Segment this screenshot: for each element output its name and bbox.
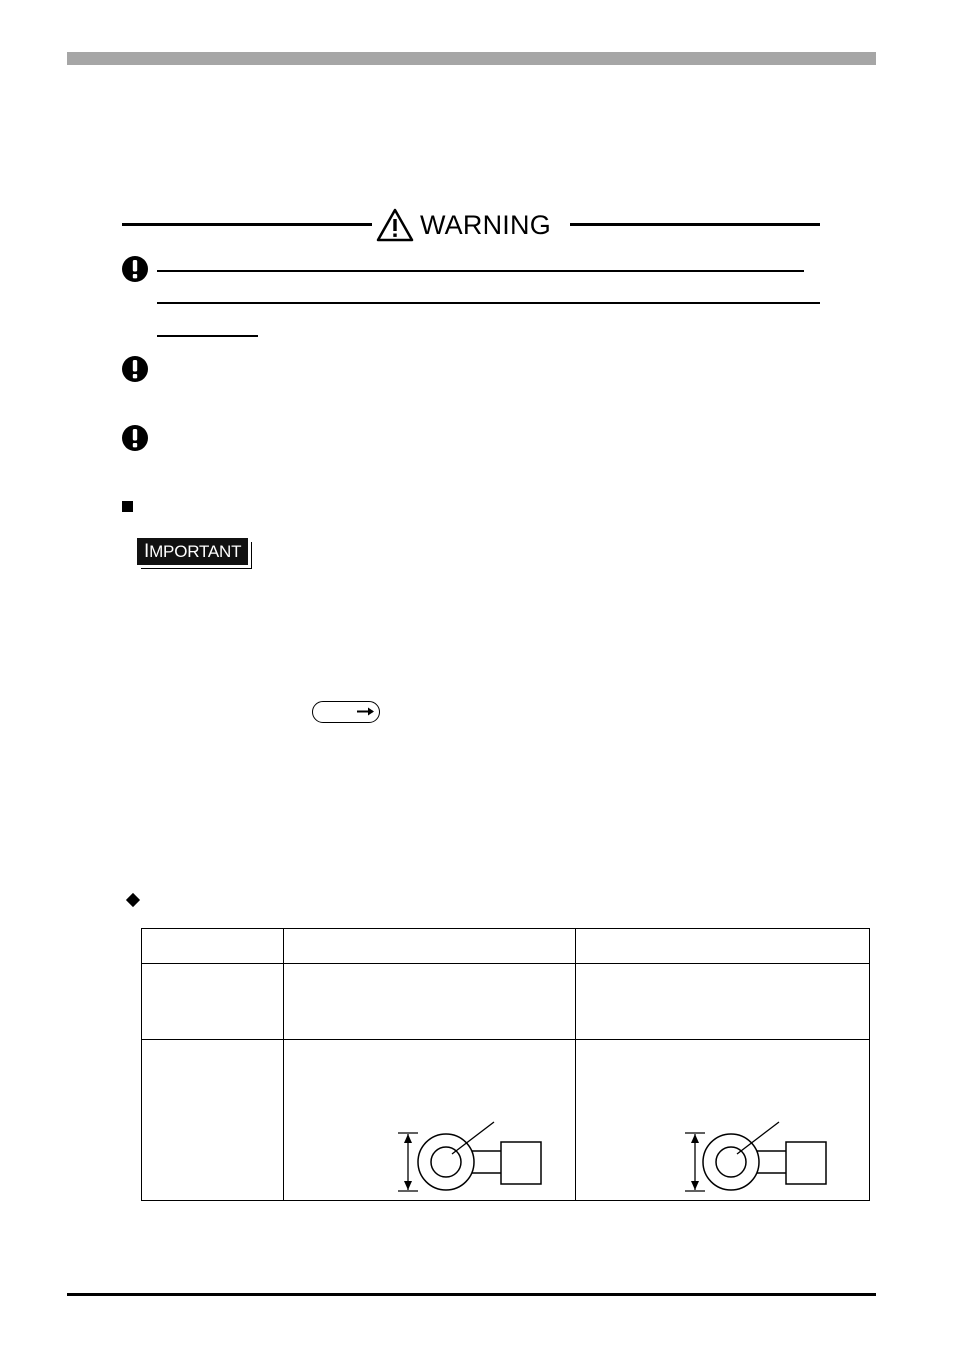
footer-rule: [67, 1293, 876, 1296]
important-badge: [137, 538, 248, 565]
table-header-cell: [142, 929, 284, 964]
important-badge-text: MPORTANT: [149, 542, 242, 561]
exclamation-circle-icon: [121, 424, 149, 452]
exclamation-circle-icon: [121, 255, 149, 283]
ring-terminal-diagram: [683, 1116, 833, 1192]
ring-terminal-diagram: [394, 1116, 544, 1192]
spec-table: [141, 928, 870, 1201]
table-header-row: [142, 929, 870, 964]
table-cell: [284, 964, 576, 1040]
table-cell: [576, 1040, 870, 1201]
important-badge-first-letter: I: [144, 541, 150, 562]
caution-1-underline-2: [157, 302, 820, 304]
exclamation-circle-icon: [121, 355, 149, 383]
caution-1-underline-1: [157, 270, 804, 272]
table-cell: [284, 1040, 576, 1201]
warning-triangle-icon: [376, 208, 414, 242]
table-row: [142, 964, 870, 1040]
square-bullet-icon: [122, 501, 133, 512]
table-header-cell: [284, 929, 576, 964]
header-bar: [67, 52, 876, 65]
table-header-cell: [576, 929, 870, 964]
reference-arrow-icon: [313, 702, 379, 722]
warning-rule-left: [122, 223, 372, 226]
table-cell: [576, 964, 870, 1040]
caution-1-underline-3: [157, 335, 258, 337]
table-cell: [142, 964, 284, 1040]
reference-link[interactable]: [312, 701, 380, 723]
warning-title: WARNING: [420, 209, 551, 240]
table-row: [142, 1040, 870, 1201]
diamond-bullet-icon: [126, 893, 140, 907]
table-cell: [142, 1040, 284, 1201]
warning-heading: [376, 205, 551, 245]
warning-rule-right: [570, 223, 820, 226]
